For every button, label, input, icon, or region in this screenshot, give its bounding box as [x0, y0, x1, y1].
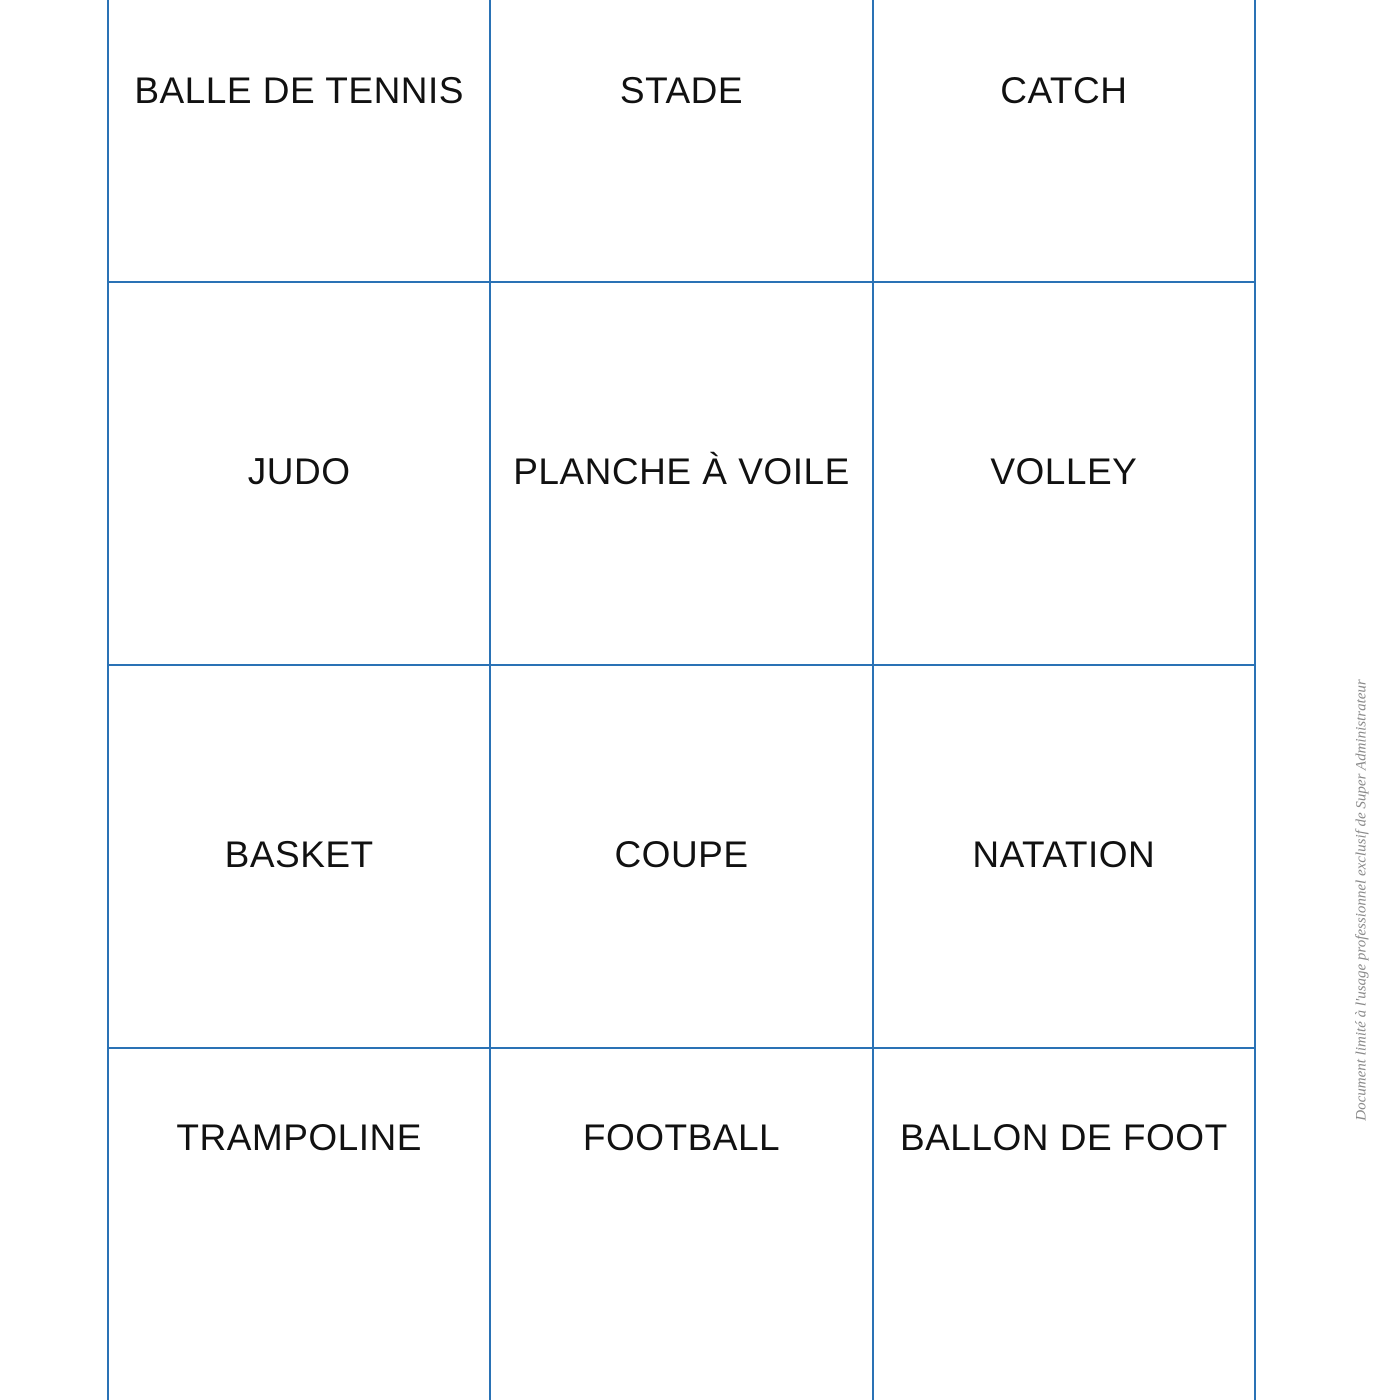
card-row	[109, 666, 1254, 1049]
word-card	[872, 0, 1254, 281]
word-card	[109, 283, 489, 664]
word-card	[109, 0, 489, 281]
word-card-label: BASKET	[224, 834, 374, 875]
word-card-label: BALLON DE FOOT	[899, 1117, 1228, 1158]
word-card	[109, 666, 489, 1047]
word-card	[872, 666, 1254, 1047]
word-card	[489, 1049, 871, 1400]
word-card-label: STADE	[619, 70, 744, 111]
word-card	[489, 283, 871, 664]
word-card	[489, 0, 871, 281]
card-row	[109, 1049, 1254, 1400]
word-card-label: JUDO	[247, 451, 351, 492]
word-card-label: COUPE	[614, 834, 749, 875]
word-card	[489, 666, 871, 1047]
word-card-label: VOLLEY	[990, 451, 1138, 492]
card-row	[109, 0, 1254, 283]
word-card	[109, 1049, 489, 1400]
word-card-label: TRAMPOLINE	[176, 1117, 422, 1158]
word-card-label: BALLE DE TENNIS	[134, 70, 464, 111]
usage-watermark: Document limité à l'usage professionnel exclusif de Super Administrateur	[1353, 679, 1370, 1121]
word-card-grid	[107, 0, 1256, 1400]
word-card-label: PLANCHE À VOILE	[513, 451, 850, 492]
card-row	[109, 283, 1254, 666]
word-card	[872, 1049, 1254, 1400]
word-card-label: FOOTBALL	[582, 1117, 781, 1158]
word-card	[872, 283, 1254, 664]
word-card-label: NATATION	[972, 834, 1156, 875]
word-card-label: CATCH	[1000, 70, 1128, 111]
